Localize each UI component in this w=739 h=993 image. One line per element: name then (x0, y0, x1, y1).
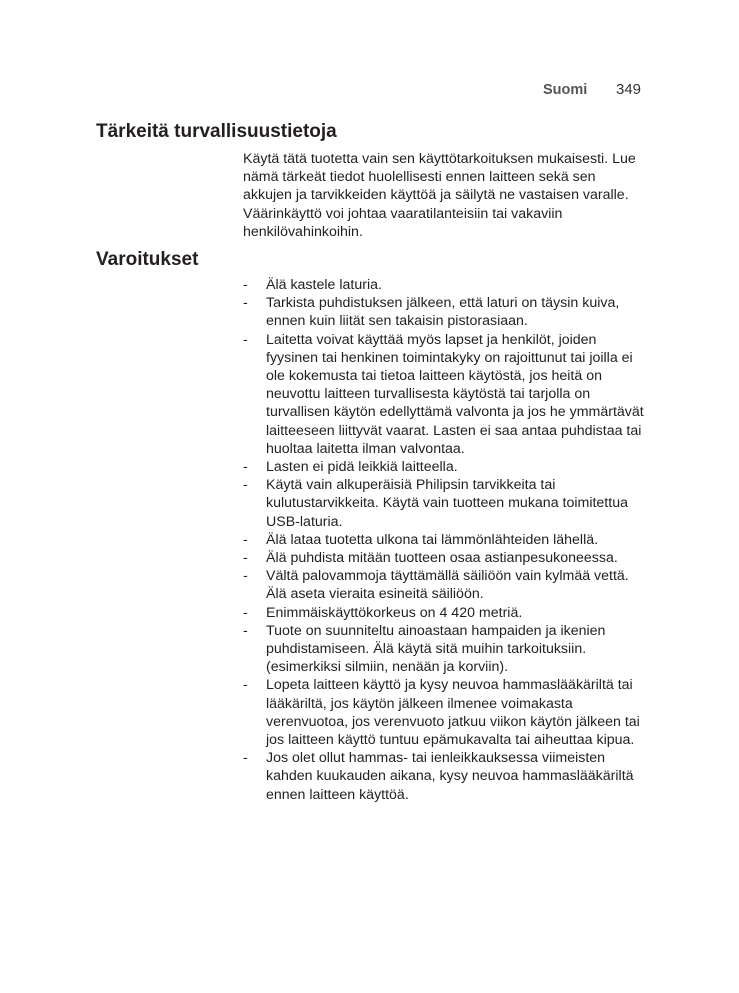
list-item (243, 622, 648, 677)
list-item (243, 476, 648, 531)
list-item (243, 531, 648, 549)
list-item (243, 294, 648, 330)
list-item-text: Käytä vain alkuperäisiä Philipsin tarvikkeita tai kulutustarvikkeita. Käytä vain tuotteen mukana toimitettua USB-laturia. (266, 477, 628, 530)
list-item (243, 567, 648, 603)
bullet-dash: - (243, 568, 248, 585)
list-item (243, 549, 648, 567)
list-item (243, 749, 648, 804)
list-item-text: Vältä palovammoja täyttämällä säiliöön vain kylmää vettä. Älä aseta vieraita esineitä säiliöön. (266, 568, 629, 603)
page-number: 349 (616, 81, 642, 98)
list-item (243, 604, 648, 622)
bullet-dash: - (243, 531, 248, 548)
bullet-dash: - (243, 604, 248, 621)
list-item (243, 458, 648, 476)
warnings-list (243, 276, 648, 804)
list-item-text: Älä puhdista mitään tuotteen osaa astianpesukoneessa. (266, 550, 618, 567)
list-item-text: Älä lataa tuotetta ulkona tai lämmönlähteiden lähellä. (266, 531, 599, 548)
header-language: Suomi (543, 82, 588, 98)
list-item-text: Älä kastele laturia. (266, 277, 382, 293)
bullet-dash: - (243, 622, 248, 639)
list-item (243, 676, 648, 749)
warnings-heading: Varoitukset (96, 249, 199, 270)
bullet-dash: - (243, 331, 248, 348)
list-item-text: Jos olet ollut hammas- tai ienleikkauksessa viimeisten kahden kuukauden aikana, kysy neuvoa hammaslääkäriltä ennen laitteen käyttöä. (266, 750, 634, 803)
bullet-dash: - (243, 295, 248, 312)
bullet-dash: - (243, 459, 248, 476)
list-item (243, 331, 648, 458)
safety-intro: Käytä tätä tuotetta vain sen käyttötarkoituksen mukaisesti. Lue nämä tärkeät tiedot huolellisesti ennen laitteen sekä sen akkujen ja tarvikkeiden käyttöä ja säilytä ne vastaisen varalle. Väärinkäyttö voi johtaa vaaratilanteisiin tai vakaviin henkilövahinkoihin. (243, 151, 636, 240)
bullet-dash: - (243, 677, 248, 694)
list-item-text: Lopeta laitteen käyttö ja kysy neuvoa hammaslääkäriltä tai lääkäriltä, jos käytön jälkeen ilmenee voimakasta verenvuotoa, jos verenvuoto jatkuu viikon käytön jälkeen tai jos laitteen käyttö tuntuu epämukavalta tai aiheuttaa kipua. (266, 677, 640, 749)
list-item (243, 276, 648, 294)
list-item-text: Tuote on suunniteltu ainoastaan hampaiden ja ikenien puhdistamiseen. Älä käytä sitä muihin tarkoituksiin. (esimerkiksi silmiin, nenään ja korviin). (266, 622, 606, 676)
list-item-text: Laitetta voivat käyttää myös lapset ja henkilöt, joiden fyysinen tai henkinen toimintakyky on rajoittunut tai joilla ei ole kokemusta tai tietoa laitteen käytöstä, jos heitä on neuvottu laitteen turvallisesta käytöstä tai tarjolla on turvallisen käytön edellyttämä valvonta ja jos he ymmärtävät laitteeseen liittyvät vaarat. Lasten ei saa antaa puhdistaa tai huoltaa laitetta ilman valvontaa. (266, 331, 644, 457)
list-item-text: Enimmäiskäyttökorkeus on 4 420 metriä. (266, 604, 523, 621)
bullet-dash: - (243, 750, 248, 767)
bullet-dash: - (243, 277, 248, 293)
list-item-text: Tarkista puhdistuksen jälkeen, että laturi on täysin kuiva, ennen kuin liität sen takaisin pistorasiaan. (266, 295, 620, 330)
bullet-dash: - (243, 550, 248, 567)
bullet-dash: - (243, 477, 248, 494)
list-item-text: Lasten ei pidä leikkiä laitteella. (266, 459, 458, 476)
safety-heading: Tärkeitä turvallisuustietoja (96, 121, 337, 142)
